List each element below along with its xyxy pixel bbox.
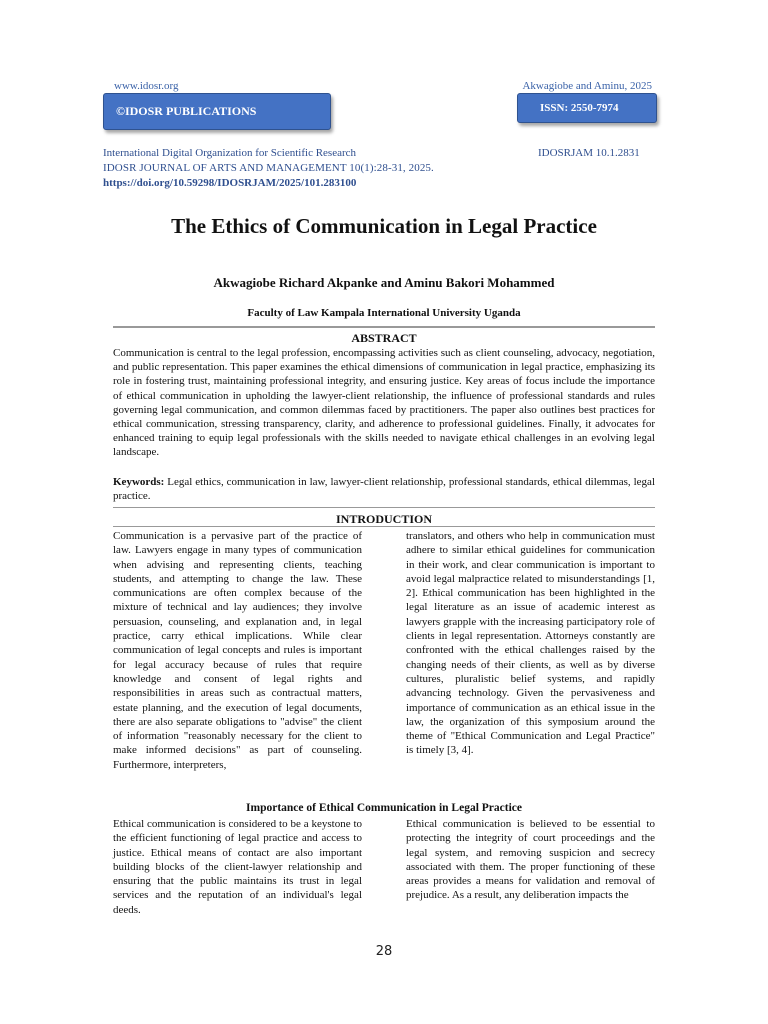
paper-title: The Ethics of Communication in Legal Practice — [171, 214, 597, 238]
introduction-heading: INTRODUCTION — [335, 512, 432, 526]
abstract-bottom-rule — [113, 507, 655, 508]
publisher-label: ©IDOSR PUBLICATIONS — [116, 104, 257, 118]
abstract-top-rule — [113, 326, 655, 328]
introduction-column-left: Communication is a pervasive part of the practice of law. Lawyers engage in many types of communication when advising and representing clients, teaching students, and attempting to change the law. These communications are often complex because of the mixture of technical and lay audiences; they involve persuasion, counseling, and explanation and, in legal practice, carry ethical implications. While clear communication of legal concepts and rules is important for legal accuracy because of rules that require knowledge and consent of legal rights and responsibilities in areas such as contractual matters, estate planning, and the execution of legal documents, there are also separate obligations to "advise" the client of information "reasonably necessary for the client to make informed decisions" as part of counseling. Furthermore, interpreters, — [113, 530, 362, 771]
site-url: www.idosr.org — [114, 80, 179, 92]
section-heading: Importance of Ethical Communication in Legal Practice — [246, 802, 522, 814]
abstract-body: Communication is central to the legal profession, encompassing activities such as client counseling, advocacy, negotiation, and public representation. This paper examines the ethical dimensions of communication in legal practice, emphasizing its role in fostering trust, maintaining professional integrity, and ensuring justice. Key areas of focus include the importance of ethical communication in upholding the lawyer-client relationship, the influence of professional standards and rules governing legal communication, and common dilemmas faced by practitioners. The paper also outlines best practices for ethical communication, stressing transparency, clarity, and adherence to professional guidelines. Finally, it advocates for enhanced training to equip legal professionals with the skills needed to navigate ethical challenges in an evolving legal landscape. — [113, 347, 655, 459]
paper-authors: Akwagiobe Richard Akpanke and Aminu Bakori Mohammed — [213, 275, 555, 290]
introduction-rule — [113, 526, 655, 527]
section-column-right: Ethical communication is believed to be essential to protecting the integrity of court proceedings and the legal system, and removing suspicion and secrecy associated with them. The proper functioning of these areas provides a means for validation and removal of prejudice. As a result, any deliberation impacts the — [406, 818, 655, 902]
issn-badge — [517, 93, 657, 123]
issn-label: ISSN: 2550-7974 — [540, 102, 619, 114]
doi-link[interactable]: https://doi.org/10.59298/IDOSRJAM/2025/101.283100 — [103, 177, 357, 189]
keywords-list: Legal ethics, communication in law, lawyer-client relationship, professional standards, ethical dilemmas, legal practice. — [113, 476, 655, 503]
keywords — [113, 475, 655, 503]
section-column-left: Ethical communication is considered to be a keystone to the efficient functioning of legal practice and access to justice. Ethical means of contact are also important building blocks of the client-lawyer relationship and ensuring that the public maintains its trust in legal services and the reputation of an individual's legal deeds. — [113, 818, 362, 916]
journal-citation: IDOSR JOURNAL OF ARTS AND MANAGEMENT 10(1):28-31, 2025. — [103, 162, 434, 174]
introduction-column-right: translators, and others who help in communication must adhere to similar ethical guidelines for communication in their work, and clear communication is important to avoid legal malpractice related to misunderstandings [1, 2]. Ethical communication has been highlighted in the legal literature as an issue of academic interest as lawyers grapple with the increasing participatory role of clients in legal representation. Attorneys constantly are confronted with the ethical challenges raised by the changing needs of their clients, as well as by diverse cultures, pluralistic belief systems, and rapidly advancing technology. Given the pervasiveness and importance of communication as an ethical issue in the law, the organization of this symposium around the theme of "Ethical Communication and Legal Practice" is timely [3, 4]. — [406, 530, 655, 757]
keywords-label: Keywords: — [113, 476, 165, 488]
journal-code: IDOSRJAM 10.1.2831 — [538, 147, 640, 159]
running-head: Akwagiobe and Aminu, 2025 — [522, 80, 652, 92]
author-affiliation: Faculty of Law Kampala International University Uganda — [247, 307, 521, 319]
page-number: 28 — [375, 944, 393, 959]
publisher-badge — [103, 93, 331, 130]
organization-name: International Digital Organization for Scientific Research — [103, 147, 357, 159]
abstract-heading: ABSTRACT — [351, 331, 417, 345]
